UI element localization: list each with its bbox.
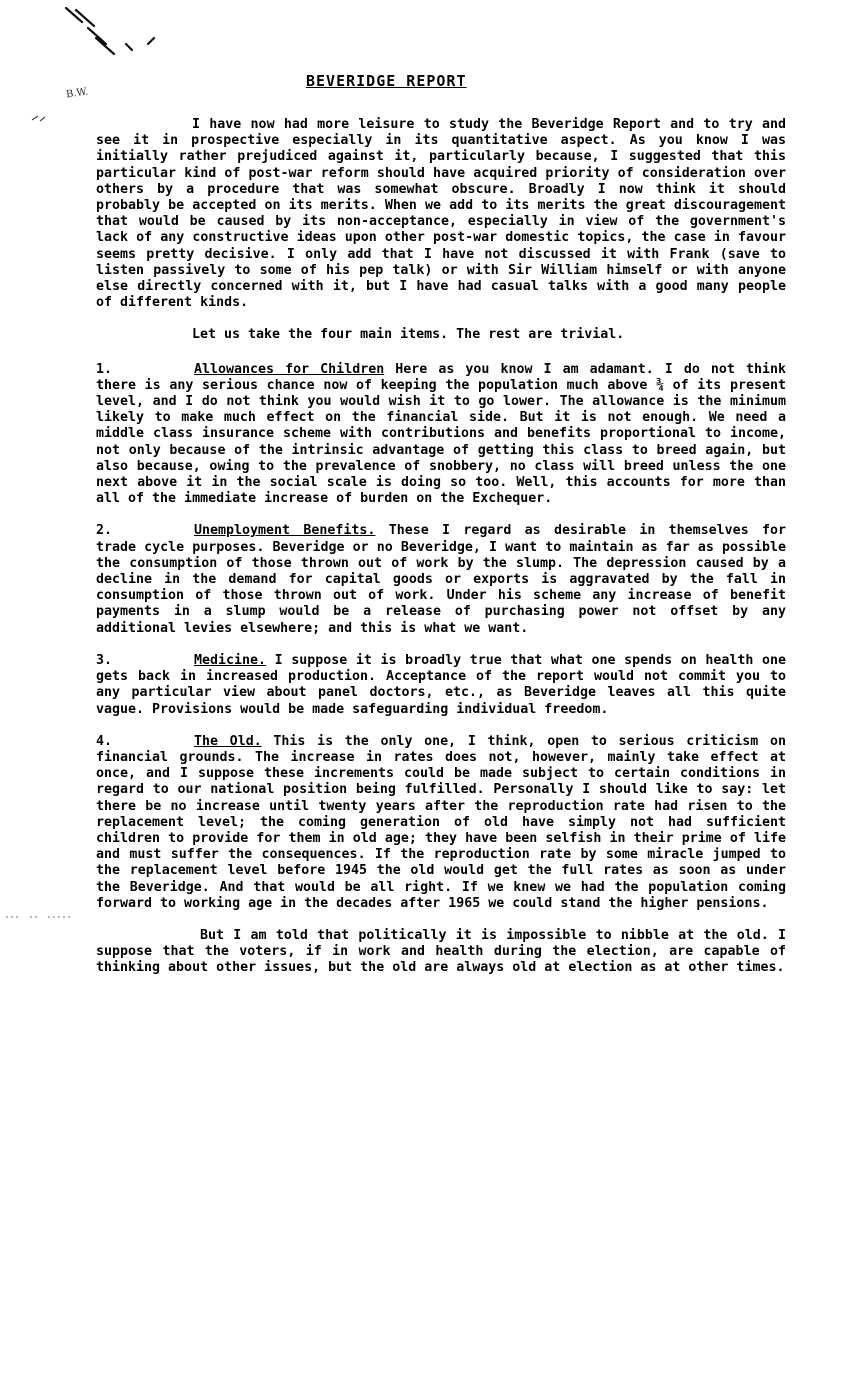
item-text: Here as you know I am adamant. I do not think there is any serious chance now of keeping the population much above ¾ of its present level, and I do not think you would wish it to go lower. The allowance is the minimum likely to make much effect on the financial side. But it is not enough. We need a middle class insurance scheme with contributions and benefits proportional to income, not only because of the intrinsic advantage of getting this class to breed again, but also because, owing to the prevalence of snobbery, no class will breed unless the one next above it in the social scale is doing so too. Well, this accounts for more than all of the immediate increase of burden on the Exchequer. [96,361,786,507]
item-text: These I regard as desirable in themselves for trade cycle purposes. Beveridge or no Beveridge, I want to maintain as far as possible the consumption of those thrown out of work by the slump. The depression caused by a decline in the demand for capital goods or exports is aggravated by the fall in consumption of those thrown out of work. Under his scheme any increase of benefit payments in a slump would be a release of purchasing power not offset by any additional levies elsewhere; and this is what we want. [96,523,786,636]
paragraph-intro: I have now had more leisure to study the Beveridge Report and to try and see it in prospective especially in its quantitative aspect. As you know I was initially rather prejudiced against it, particularly because, I suggested that this particular kind of post-war reform should have acquired priority of consideration over others by a procedure that was somewhat obscure. Broadly I now think it should probably be accepted on its merits. When we add to its merits the great discouragement that would be caused by its non-acceptance, especially in view of the government's lack of any constructive ideas upon other post-war domestic topics, the case in favour seems pretty decisive. I only add that I have not discussed it with Frank (save to listen passively to some of his pep talk) or with Sir William himself or with anyone else directly concerned with it, but I have had casual talks with a good many people of different kinds. [96,117,786,311]
document-body [96,117,786,993]
scan-mark-side [30,112,50,124]
document-title: BEVERIDGE REPORT [306,72,467,90]
scan-mark-margin [4,912,74,922]
item-number: 2. [96,523,113,539]
item-number: 4. [96,733,113,749]
item-number: 3. [96,652,113,668]
item-heading: Unemployment Benefits. [194,523,376,539]
item-heading: Allowances for Children [194,361,385,377]
item-number: 1. [96,361,113,377]
item-text: This is the only one, I think, open to serious criticism on financial grounds. The increase in rates does not, however, mainly take effect at once, and I suppose these increments could be made subject to certain conditions in regard to our national position being fulfilled. Personally I should like to say: let there be no increase until twenty years after the reproduction rate had risen to the replacement level; the coming generation of old have simply not had sufficient children to provide for them in old age; they have been selfish in their prime of life and must suffer the consequences. If the reproduction rate by some miracle jumped to the replacement level before 1945 the old would get the full rates as soon as under the Beveridge. And that would be all right. If we knew we had the population coming forward to working age in the decades after 1965 we could stand the higher pensions. [96,733,786,911]
item-4 [96,734,786,912]
item-heading: The Old. [194,733,262,749]
item-heading: Medicine. [194,652,267,668]
item-text: I suppose it is broadly true that what one spends on health one gets back in increased production. Acceptance of the report would not commit you to any particular view about panel doctors, etc., as Beveridge leaves all this quite vague. Provisions would be made safeguarding individual freedom. [96,652,786,717]
scan-mark [60,4,170,64]
item-3 [96,653,786,718]
item-1 [96,362,786,508]
item-2 [96,523,786,636]
paragraph-closing: But I am told that politically it is impossible to nibble at the old. I suppose that the voters, if in work and health during the election, are capable of thinking about other issues, but the old are always old at election as at other times. [96,927,786,976]
paragraph-items-lead: Let us take the four main items. The rest are trivial. [192,327,625,343]
margin-note: B.W. [65,86,89,101]
